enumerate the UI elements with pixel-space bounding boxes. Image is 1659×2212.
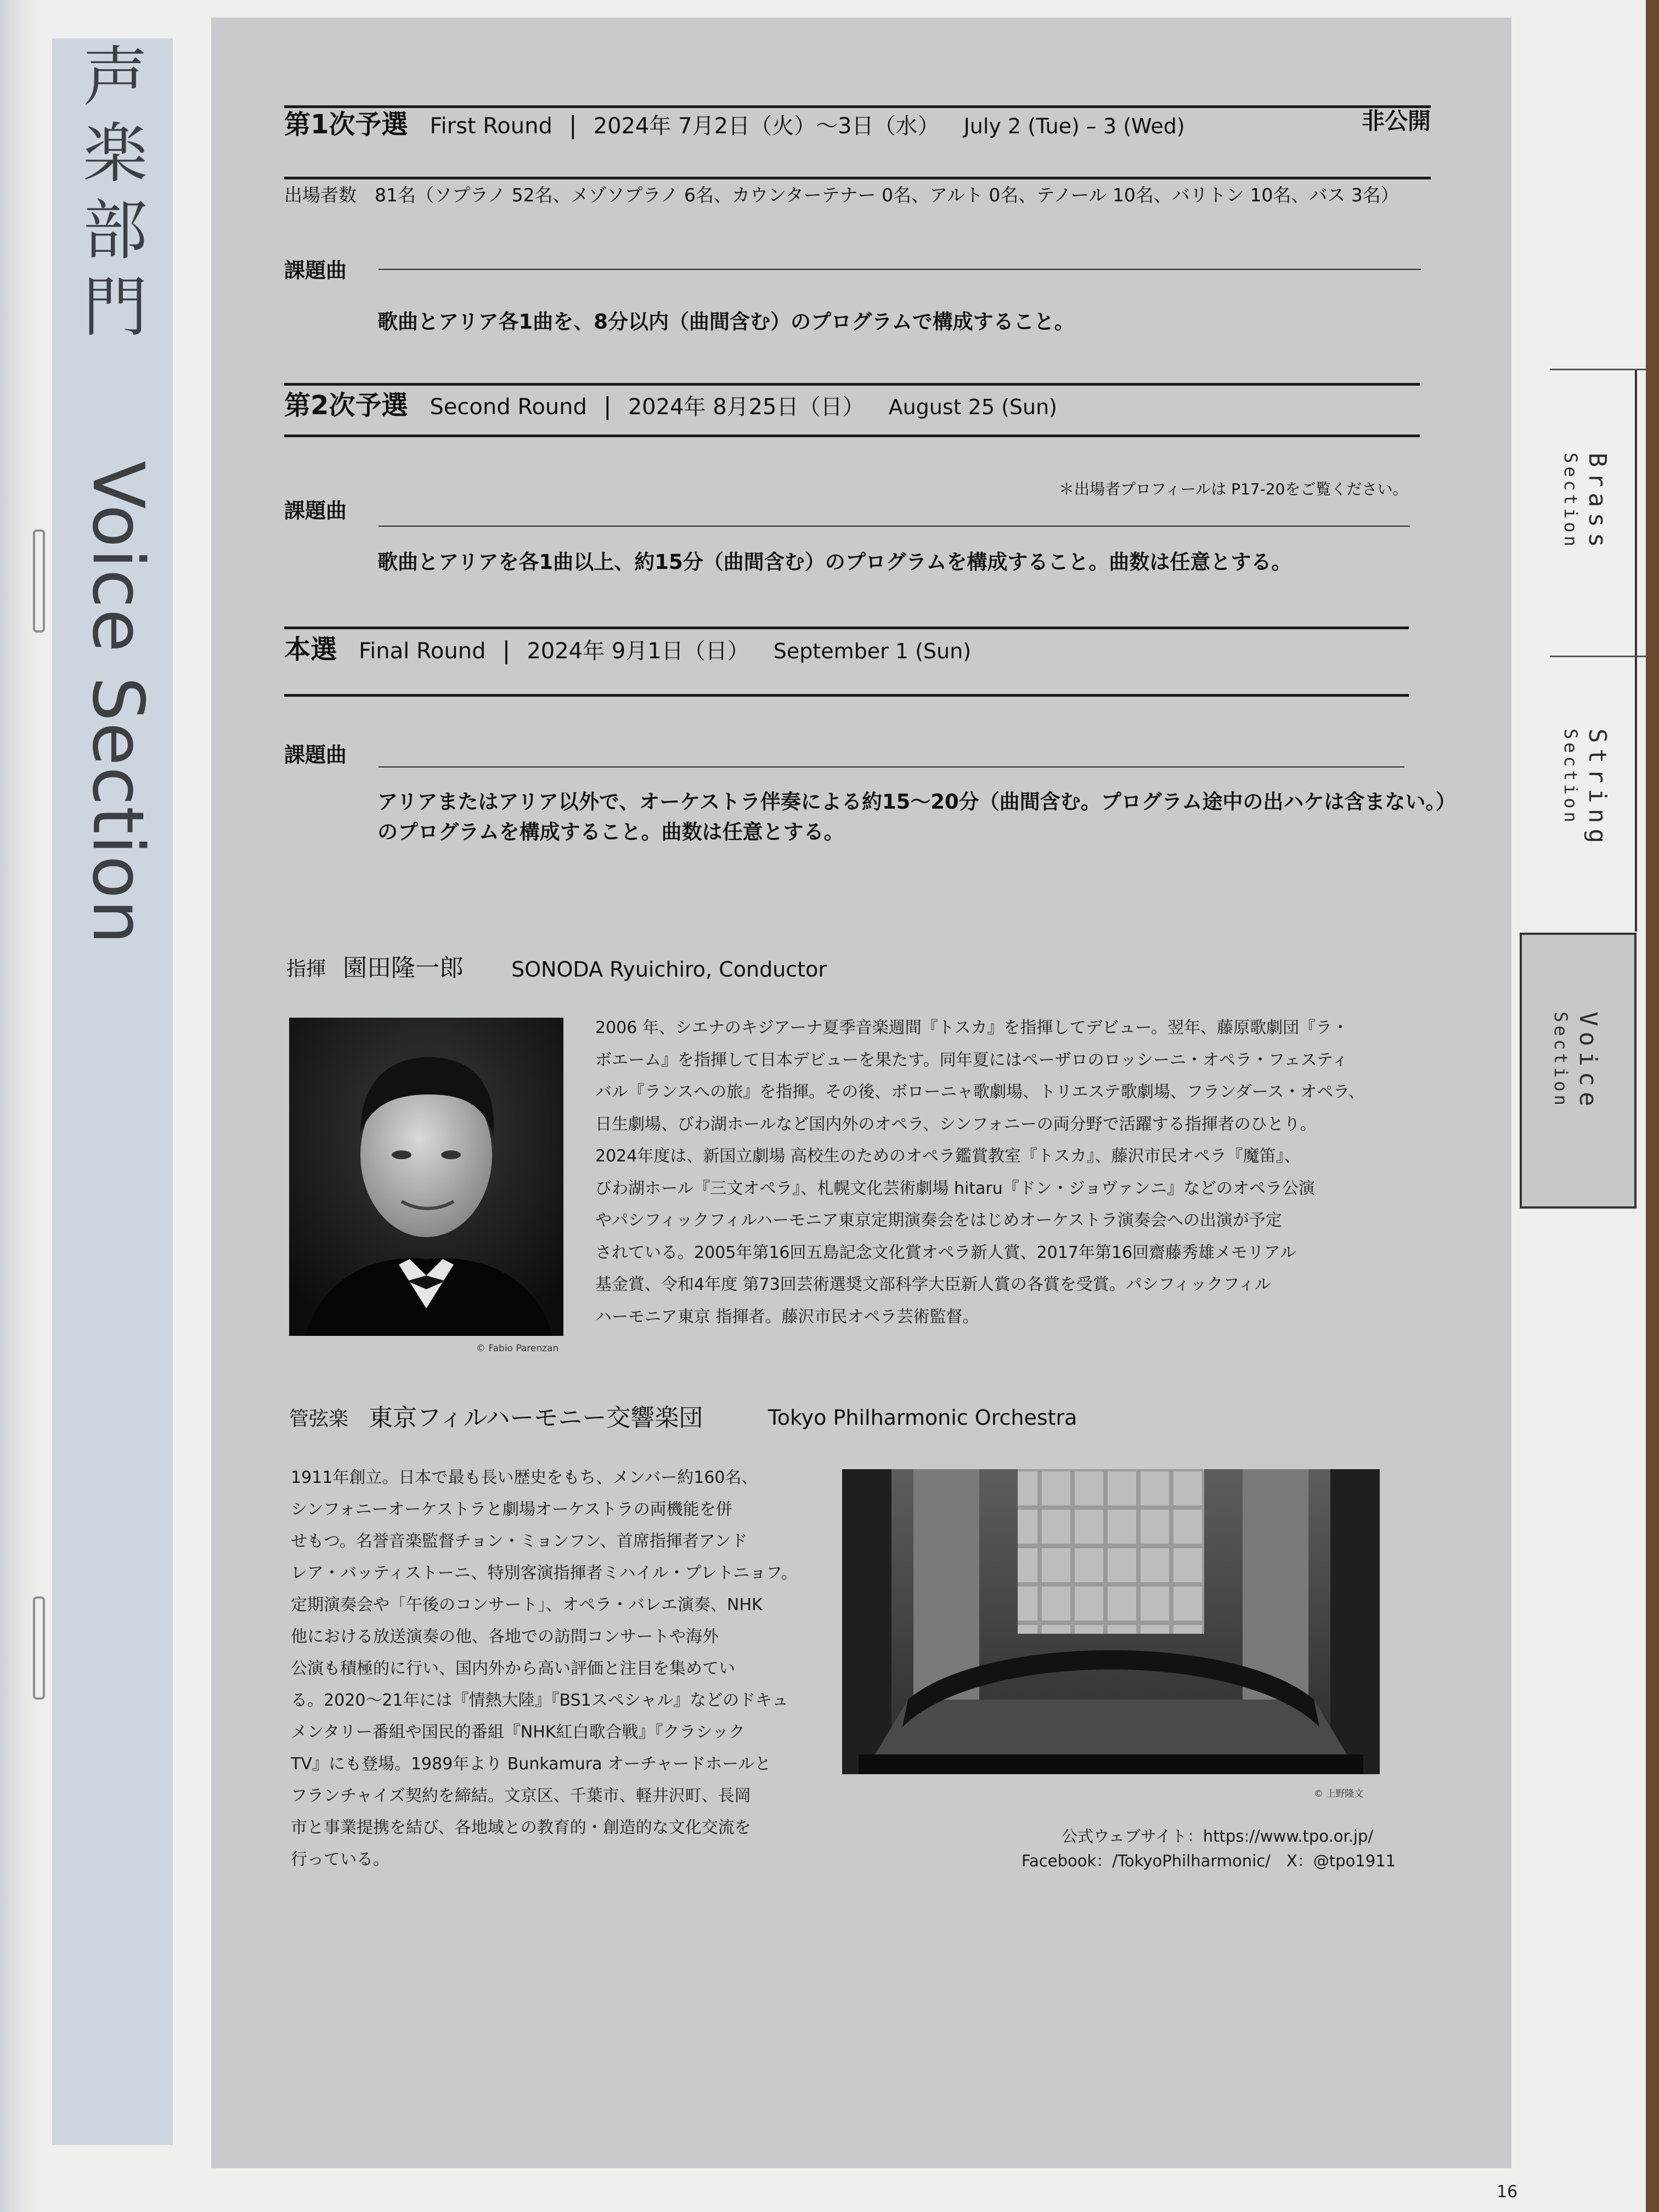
bio-line: シンフォニーオーケストラと劇場オーケストラの両機能を併 [291,1500,732,1519]
orchestra-photo-credit: © 上野隆文 [1314,1788,1364,1799]
final-piece-text-1: アリアまたはアリア以外で、オーケストラ伴奏による約15～20分（曲間含む。プログラム途中の出ハケは含まない。） [377,790,1456,814]
bio-line: 基金賞、令和4年度 第73回芸術選奨文部科学大臣新人賞の各賞を受賞。パシフィックフィル [595,1275,1271,1294]
round1-participants: 出場者数 81名（ソプラノ 52名、メゾソプラノ 6名、カウンターテナー 0名、アルト 0名、テノール 10名、バリトン 10名、バス 3名） [284,184,1399,206]
bio-line: TV』にも登場。1989年より Bunkamura オーチャードホールと [291,1754,771,1774]
tab-voice-sub: Section [1550,1012,1571,1109]
sidebar-title-jp: 声楽部門 [82,39,148,345]
bio-line: 2006 年、シエナのキジアーナ夏季音楽週間『トスカ』を指揮してデビュー。翌年、藤原歌劇団『ラ・ [595,1018,1349,1037]
round2-title-jp: 第2次予選 [284,390,408,421]
round1-title-en: First Round [430,114,552,139]
separator: | [568,111,577,139]
bio-line: 公演も積極的に行い、国内外から高い評価と注目を集めてい [291,1659,735,1678]
tab-voice[interactable] [1520,933,1637,1209]
divider [284,177,1431,179]
bio-line: 行っている。 [291,1850,390,1869]
conductor-name-en: SONODA Ryuichiro, Conductor [511,957,827,981]
orchestra-label: 管弦楽 [289,1408,349,1430]
divider [379,766,1404,768]
tab-string-sub: Section [1560,729,1581,826]
final-piece-text-2: のプログラムを構成すること。曲数は任意とする。 [377,820,844,844]
divider [284,435,1420,437]
orchestra-bio [291,1462,798,1876]
orchestra-name-jp: 東京フィルハーモニー交響楽団 [369,1404,703,1432]
conductor-photo-credit: © Fabio Parenzan [476,1343,559,1354]
round2-piece-text: 歌曲とアリアを各1曲以上、約15分（曲間含む）のプログラムを構成すること。曲数は任意とする。 [377,550,1292,574]
round1-date-en: July 2 (Tue) – 3 (Wed) [963,114,1185,138]
final-date-en: September 1 (Sun) [773,639,972,663]
bio-line: されている。2005年第16回五島記念文化賞オペラ新人賞、2017年第16回齋藤秀雄メモリアル [595,1243,1296,1262]
bio-line: る。2020～21年には『情熱大陸』『BS1スペシャル』などのドキュ [291,1691,789,1710]
separator: | [502,636,511,664]
conductor-photo [289,1018,563,1336]
bio-line: レア・バッティストーニ、特別客演指揮者ミハイル・プレトニョフ。 [291,1564,798,1583]
round2-piece-label: 課題曲 [284,499,347,523]
bio-line: 市と事業提携を結び、各地域との教育的・創造的な文化交流を [291,1818,751,1837]
round1-piece-text: 歌曲とアリア各1曲を、8分以内（曲間含む）のプログラムで構成すること。 [377,310,1075,334]
bio-line: 他における放送演奏の他、各地での訪問コンサートや海外 [291,1627,719,1646]
round2-note: ＊出場者プロフィールは P17-20をご覧ください。 [1059,480,1408,498]
bio-line: 定期演奏会や「午後のコンサート」、オペラ・バレエ演奏、NHK [291,1595,763,1615]
staple [33,529,45,633]
bio-line: バル『ランスへの旅』を指揮。その後、ボローニャ歌劇場、トリエステ歌劇場、フランダース・オペラ、 [595,1082,1365,1102]
tab-brass-main: Brass [1583,453,1611,553]
conductor-name-jp: 園田隆一郎 [343,954,464,982]
bio-line: メンタリー番組や国民的番組『NHK紅白歌合戦』『クラシック [291,1723,745,1742]
divider [379,269,1421,270]
tab-string-main: String [1583,729,1611,849]
page-number: 16 [1497,2182,1518,2202]
spine-shadow [0,0,41,2212]
bio-line: ボエーム』を指揮して日本デビューを果たす。同年夏にはペーザロのロッシーニ・オペラ・フェスティ [595,1050,1348,1070]
round1-status: 非公開 [1361,108,1431,134]
tab-brass[interactable] [1553,370,1637,656]
round2-date-jp: 2024年 8月25日（日） [628,394,865,420]
bio-line: せもつ。名誉音楽監督チョン・ミョンフン、首席指揮者アンド [291,1532,748,1551]
staple [33,1596,45,1700]
tab-voice-main: Voice [1574,1012,1602,1112]
orchestra-website: 公式ウェブサイト：https://www.tpo.or.jp/ [1062,1827,1374,1846]
round1-piece-label: 課題曲 [284,258,347,283]
orchestra-photo [842,1469,1380,1774]
final-title-en: Final Round [359,639,486,664]
round2-date-en: August 25 (Sun) [888,395,1058,419]
conductor-bio [595,1012,1365,1333]
bio-line: 1911年創立。日本で最も長い歴史をもち、メンバー約160名、 [291,1468,758,1487]
bio-line: 日生劇場、びわ湖ホールなど国内外のオペラ、シンフォニーの両分野で活躍する指揮者のひとり。 [595,1114,1317,1134]
final-date-jp: 2024年 9月1日（日） [527,639,749,664]
bio-line: やパシフィックフィルハーモニア東京定期演奏会をはじめオーケストラ演奏会への出演が予定 [595,1211,1282,1230]
tab-brass-sub: Section [1560,453,1581,550]
bio-line: フランチャイズ契約を締結。文京区、千葉市、軽井沢町、長岡 [291,1786,751,1805]
round1-date-jp: 2024年 7月2日（火）～3日（水） [593,114,940,139]
sidebar-title-en: Voice Section [77,461,159,945]
orchestra-social: Facebook：/TokyoPhilharmonic/ X：@tpo1911 [1022,1852,1396,1870]
bio-line: 2024年度は、新国立劇場 高校生のためのオペラ鑑賞教室『トスカ』、藤沢市民オペラ『魔笛』、 [595,1147,1301,1166]
round1-title-jp: 第1次予選 [284,109,408,140]
round1-heading [284,103,1431,141]
separator: | [603,392,612,420]
orchestra-name-en: Tokyo Philharmonic Orchestra [768,1406,1077,1430]
round2-heading [284,384,1057,422]
divider [284,694,1409,697]
final-heading [284,628,971,666]
bio-line: びわ湖ホール『三文オペラ』、札幌文化芸術劇場 hitaru『ドン・ジョヴァンニ』などのオペラ公演 [595,1178,1315,1198]
bio-line: ハーモニア東京 指揮者。藤沢市民オペラ芸術監督。 [595,1307,979,1327]
section-sidebar [52,38,173,2145]
final-title-jp: 本選 [284,634,337,665]
final-piece-label: 課題曲 [284,743,347,767]
divider [379,526,1410,527]
tab-string[interactable] [1553,657,1637,932]
round2-title-en: Second Round [430,394,587,420]
conductor-label: 指揮 [286,958,326,980]
